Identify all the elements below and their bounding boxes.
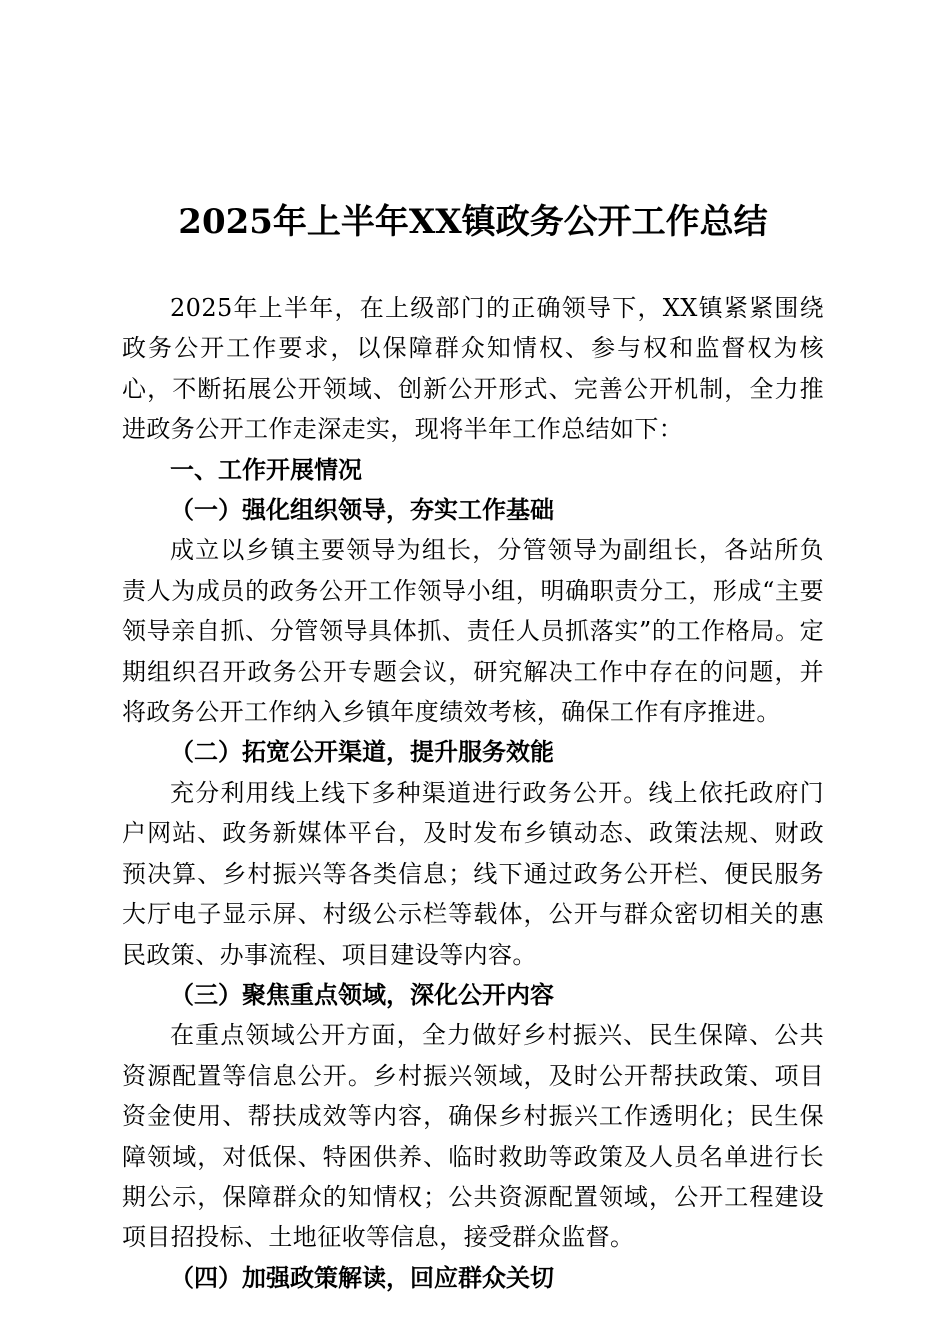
intro-paragraph: 2025年上半年，在上级部门的正确领导下，XX镇紧紧围绕政务公开工作要求，以保障群众知情权、参与权和监督权为核心，不断拓展公开领域、创新公开形式、完善公开机制，全力推进政务公开工作走深走实，现将半年工作总结如下： xyxy=(122,294,824,444)
subsection-paragraph-2: 充分利用线上线下多种渠道进行政务公开。线上依托政府门户网站、政务新媒体平台，及时发布乡镇动态、政策法规、财政预决算、乡村振兴等各类信息；线下通过政务公开栏、便民服务大厅电子显示屏、村级公示栏等载体，公开与群众密切相关的惠民政策、办事流程、项目建设等内容。 xyxy=(122,778,824,969)
subsection-heading-2: （二）拓宽公开渠道，提升服务效能 xyxy=(170,738,554,767)
document-title: 2025年上半年XX镇政务公开工作总结 xyxy=(178,202,768,242)
subsection-heading-4: （四）加强政策解读，回应群众关切 xyxy=(170,1263,554,1292)
section-heading-1: 一、工作开展情况 xyxy=(170,454,362,484)
document-body xyxy=(122,288,824,1298)
subsection-heading-1: （一）强化组织领导，夯实工作基础 xyxy=(170,496,554,525)
subsection-paragraph-3: 在重点领域公开方面，全力做好乡村振兴、民生保障、公共资源配置等信息公开。乡村振兴领域，及时公开帮扶政策、项目资金使用、帮扶成效等内容，确保乡村振兴工作透明化；民生保障领域，对低保、特困供养、临时救助等政策及人员名单进行长期公示，保障群众的知情权；公共资源配置领域，公开工程建设项目招投标、土地征收等信息，接受群众监督。 xyxy=(122,1021,824,1252)
subsection-heading-3: （三）聚焦重点领域，深化公开内容 xyxy=(170,980,554,1009)
subsection-paragraph-1: 成立以乡镇主要领导为组长，分管领导为副组长，各站所负责人为成员的政务公开工作领导小组，明确职责分工，形成“主要领导亲自抓、分管领导具体抓、责任人员抓落实”的工作格局。定期组织召开政务公开专题会议，研究解决工作中存在的问题，并将政务公开工作纳入乡镇年度绩效考核，确保工作有序推进。 xyxy=(122,536,824,727)
